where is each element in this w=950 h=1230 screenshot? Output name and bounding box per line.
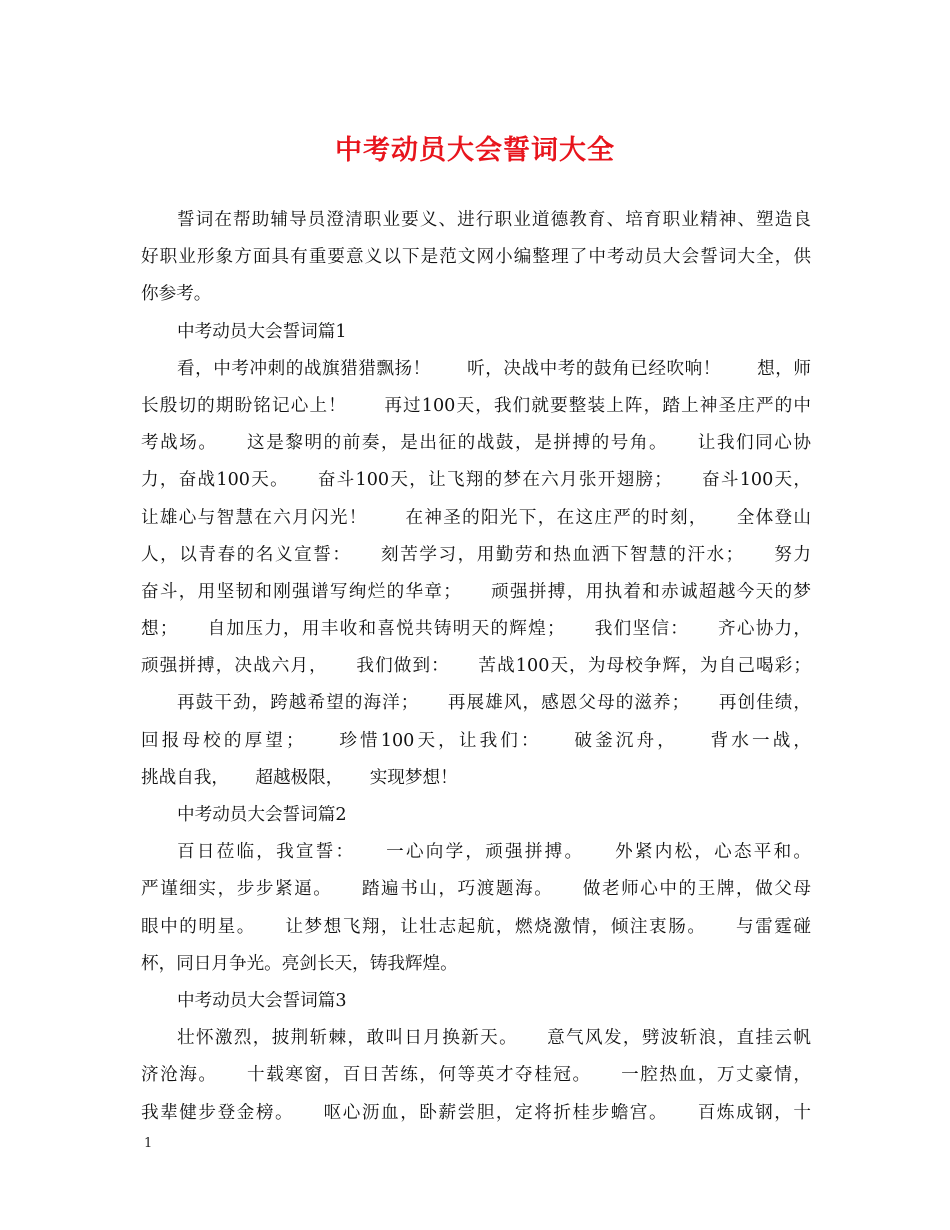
body-line: 我辈健步登金榜。 呕心沥血，卧薪尝胆，定将折桂步蟾宫。 百炼成钢，十: [141, 1102, 811, 1123]
section-heading-2: 中考动员大会誓词篇2: [177, 805, 347, 825]
page-number: 1: [144, 1136, 153, 1151]
intro-line: 誓词在帮助辅导员澄清职业要义、进行职业道德教育、培育职业精神、塑造良: [177, 210, 811, 230]
body-line: 杯，同日月争光。亮剑长天，铸我辉煌。: [141, 953, 458, 974]
body-line: 让雄心与智慧在六月闪光！ 在神圣的阳光下，在这庄严的时刻， 全体登山: [141, 507, 811, 528]
document-title: 中考动员大会誓词大全: [335, 135, 615, 166]
intro-line: 好职业形象方面具有重要意义以下是范文网小编整理了中考动员大会誓词大全，供: [141, 247, 811, 268]
body-line: 再鼓干劲，跨越希望的海洋； 再展雄风，感恩父母的滋养； 再创佳绩，: [177, 693, 811, 714]
body-line: 奋斗，用坚韧和刚强谱写绚烂的华章； 顽强拼搏，用执着和赤诚超越今天的梦: [141, 581, 811, 602]
body-line: 眼中的明星。 让梦想飞翔，让壮志起航，燃烧激情，倾注衷肠。 与雷霆碰: [141, 916, 811, 937]
body-line: 看，中考冲刺的战旗猎猎飘扬！ 听，决战中考的鼓角已经吹响！ 想，师: [177, 358, 811, 379]
body-line: 回报母校的厚望； 珍惜100天，让我们： 破釜沉舟， 背水一战，: [141, 730, 811, 751]
body-line: 挑战自我， 超越极限， 实现梦想！: [141, 767, 458, 788]
body-line: 想； 自加压力，用丰收和喜悦共铸明天的辉煌； 我们坚信： 齐心协力，: [141, 619, 811, 640]
intro-line: 你参考。: [141, 284, 212, 305]
body-line: 严谨细实，步步紧逼。 踏遍书山，巧渡题海。 做老师心中的王牌，做父母: [141, 879, 811, 900]
body-line: 顽强拼搏，决战六月， 我们做到： 苦战100天，为母校争辉，为自己喝彩；: [141, 656, 811, 677]
body-line: 力，奋战100天。 奋斗100天，让飞翔的梦在六月张开翅膀； 奋斗100天，: [141, 470, 811, 491]
body-line: 长殷切的期盼铭记心上！ 再过100天，我们就要整装上阵，踏上神圣庄严的中: [141, 395, 811, 416]
body-line: 济沧海。 十载寒窗，百日苦练，何等英才夺桂冠。 一腔热血，万丈豪情，: [141, 1065, 811, 1086]
section-heading-1: 中考动员大会誓词篇1: [177, 321, 347, 342]
body-line: 考战场。 这是黎明的前奏，是出征的战鼓，是拼搏的号角。 让我们同心协: [141, 433, 811, 454]
body-line: 人，以青春的名义宣誓： 刻苦学习，用勤劳和热血洒下智慧的汗水； 努力: [141, 544, 811, 565]
document-body: [141, 202, 811, 1132]
section-heading-3: 中考动员大会誓词篇3: [177, 990, 347, 1011]
body-line: 壮怀激烈，披荆斩棘，敢叫日月换新天。 意气风发，劈波斩浪，直挂云帆: [177, 1028, 811, 1049]
body-line: 百日莅临，我宣誓： 一心向学，顽强拼搏。 外紧内松，心态平和。: [177, 842, 811, 863]
